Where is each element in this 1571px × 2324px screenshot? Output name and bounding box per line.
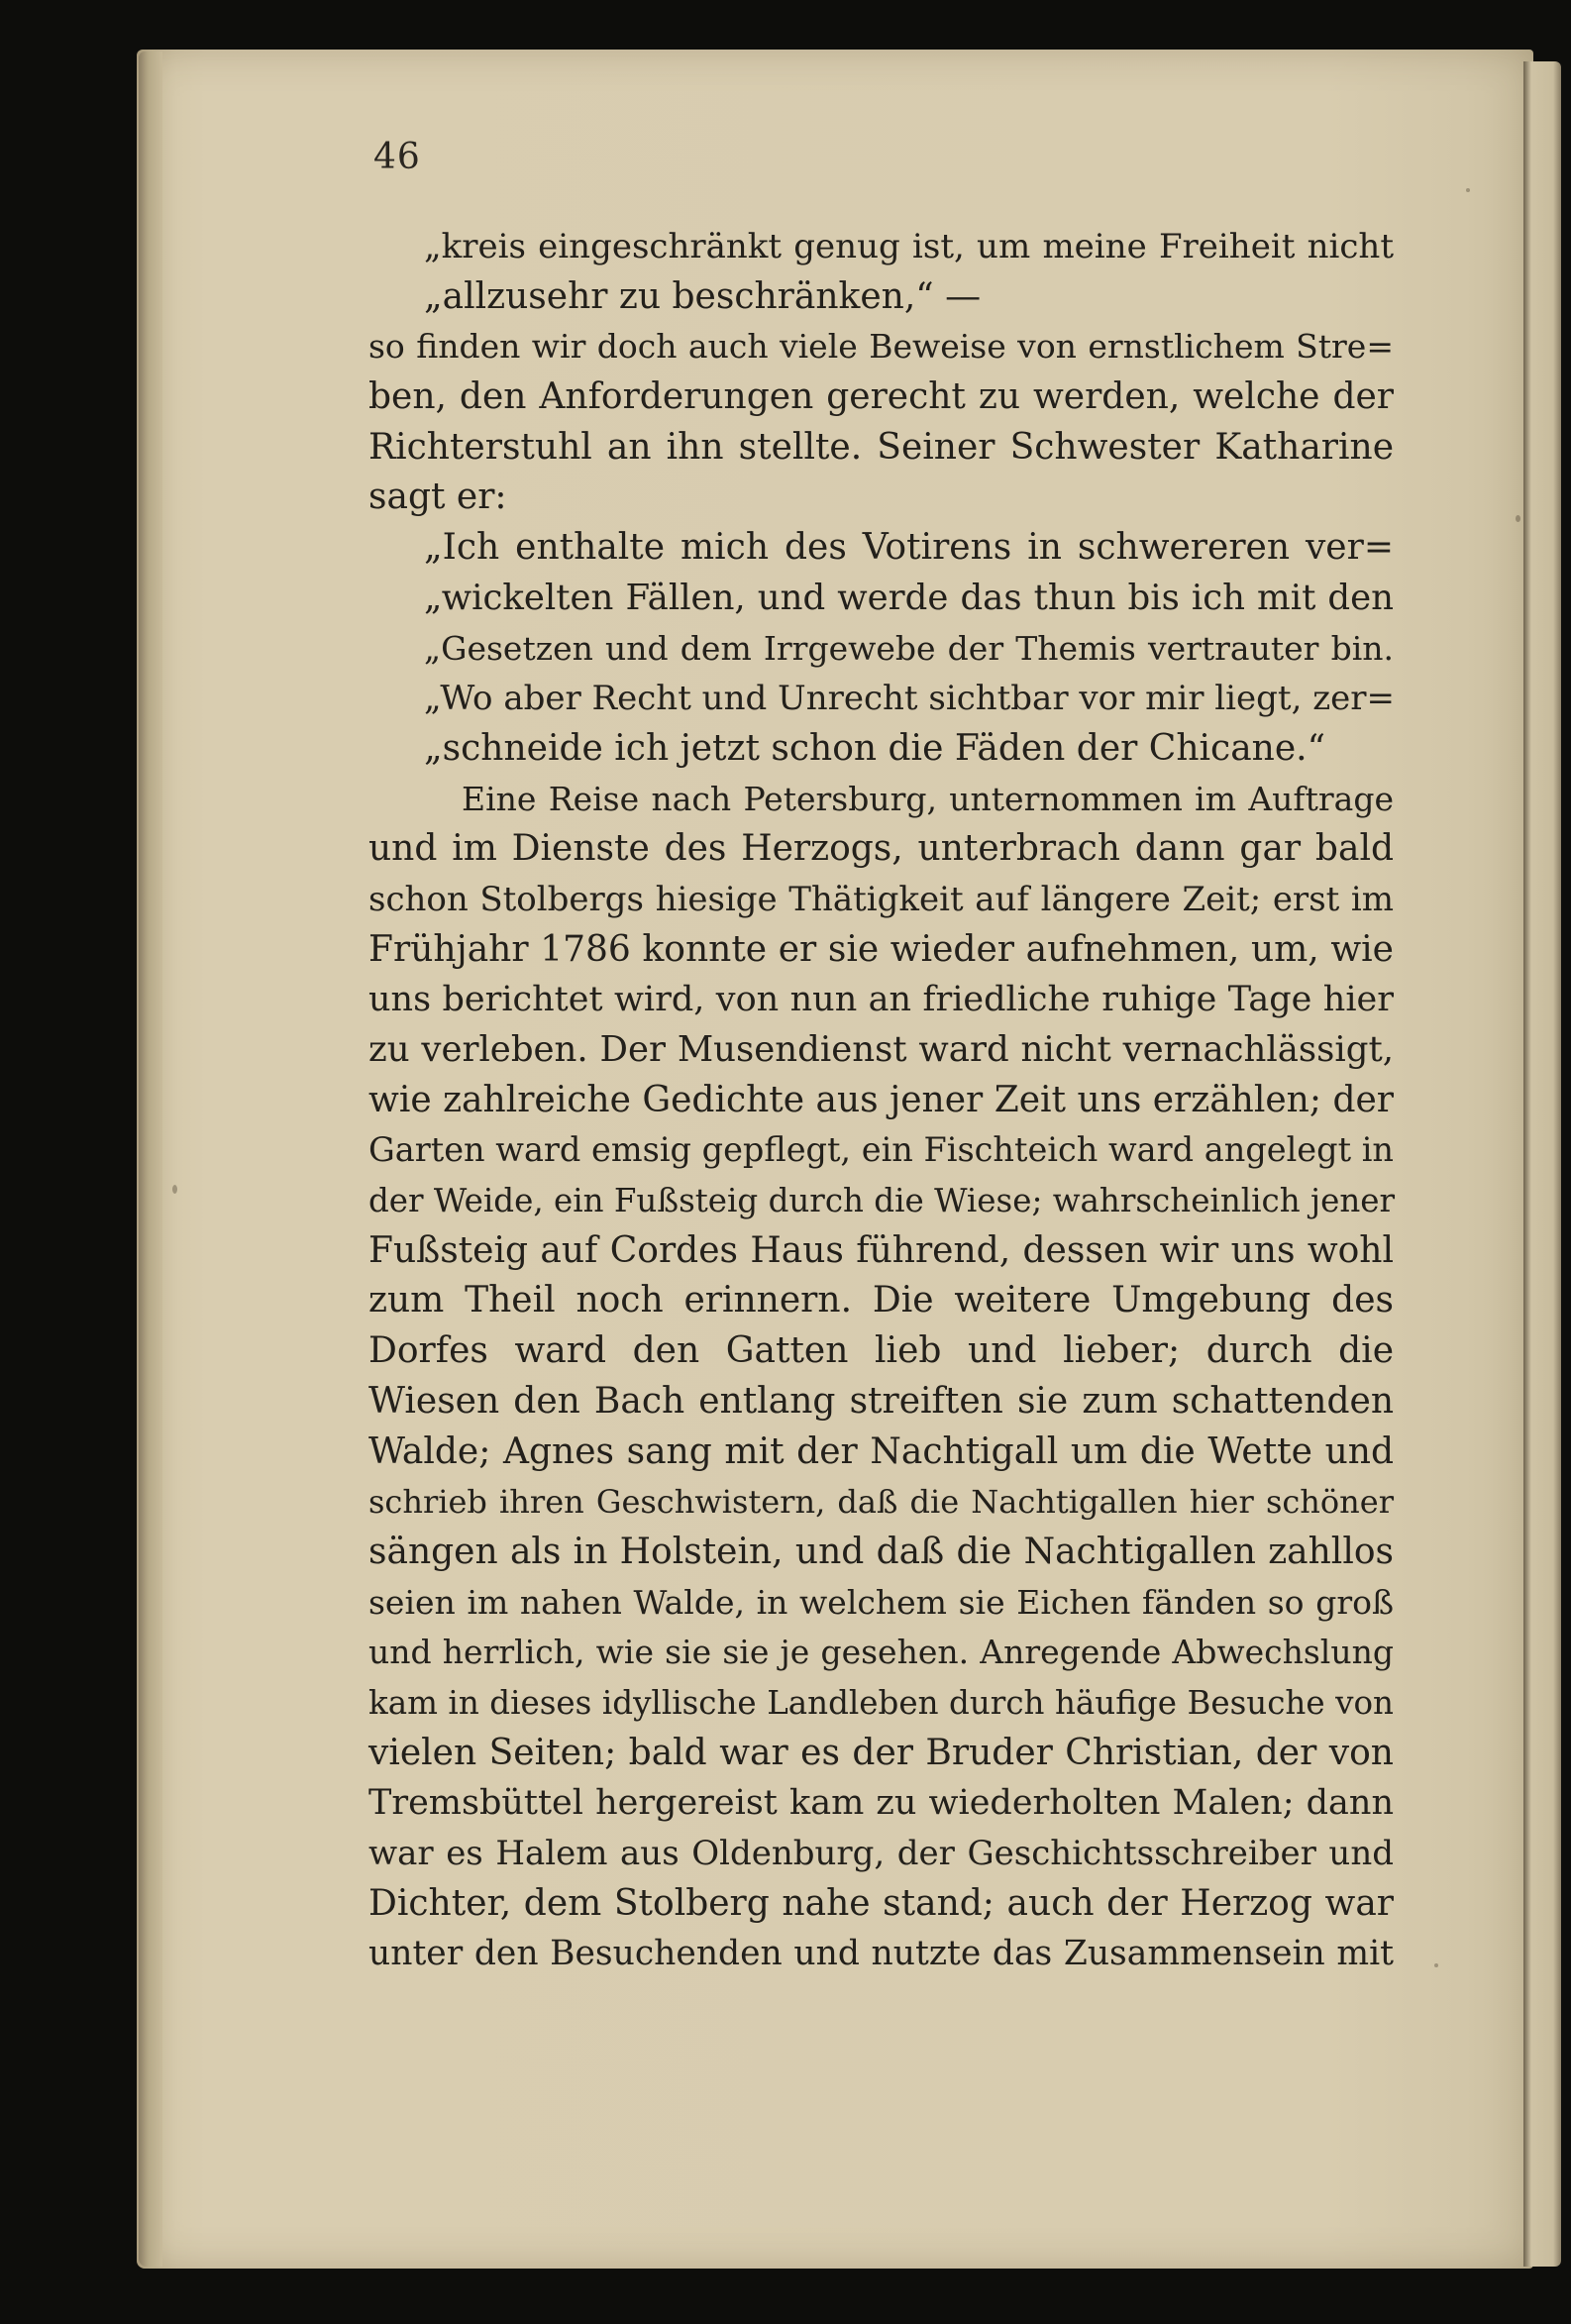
text-line: „Wo aber Recht und Unrecht sichtbar vor mir liegt, zer=	[424, 679, 1395, 719]
paper-speck	[1434, 1963, 1438, 1967]
text-line: kam in dieses idyllische Landleben durch häufige Besuche von	[368, 1683, 1394, 1722]
text-line: war es Halem aus Oldenburg, der Geschichtsschreiber und	[368, 1834, 1394, 1873]
text-line: Dorfes ward den Gatten lieb und lieber; durch die	[368, 1330, 1394, 1372]
text-line: ben, den Anforderungen gerecht zu werden, welche der	[368, 376, 1394, 418]
page-left-edge	[139, 52, 162, 2267]
text-line: unter den Besuchenden und nutzte das Zusammensein mit	[368, 1934, 1394, 1974]
text-line: Walde; Agnes sang mit der Nachtigall um die Wette und	[368, 1430, 1394, 1472]
text-line: zu verleben. Der Musendienst ward nicht vernachlässigt,	[368, 1029, 1394, 1070]
text-line: Frühjahr 1786 konnte er sie wieder aufnehmen, um, wie	[368, 928, 1394, 970]
page-right-edge	[1523, 61, 1561, 2267]
text-line: wie zahlreiche Gedichte aus jener Zeit uns erzählen; der	[368, 1079, 1394, 1120]
text-line: Tremsbüttel hergereist kam zu wiederholten Malen; dann	[368, 1783, 1394, 1824]
text-line: seien im nahen Walde, in welchem sie Eichen fänden so groß	[368, 1582, 1394, 1622]
text-line: Dichter, dem Stolberg nahe stand; auch der Herzog war	[368, 1882, 1394, 1924]
text-line: Fußsteig auf Cordes Haus führend, dessen wir uns wohl	[368, 1229, 1394, 1271]
text-line: „kreis eingeschränkt genug ist, um meine Freiheit nicht	[424, 227, 1394, 266]
text-line: uns berichtet wird, von nun an friedliche ruhige Tage hier	[368, 980, 1394, 1020]
text-line: zum Theil noch erinnern. Die weitere Umgebung des	[368, 1280, 1394, 1321]
page-number: 46	[373, 137, 421, 177]
paper-speck	[1516, 515, 1520, 522]
text-line: und im Dienste des Herzogs, unterbrach dann gar bald	[368, 828, 1394, 870]
text-line: „Ich enthalte mich des Votirens in schwereren ver=	[424, 527, 1394, 569]
text-line: Garten ward emsig gepflegt, ein Fischteich ward angelegt in	[368, 1130, 1394, 1170]
text-line: der Weide, ein Fußsteig durch die Wiese; wahrscheinlich jener	[368, 1182, 1396, 1220]
text-line: vielen Seiten; bald war es der Bruder Christian, der von	[368, 1732, 1394, 1773]
body-text	[368, 222, 1394, 1979]
text-line: „Gesetzen und dem Irrgewebe der Themis vertrauter bin.	[424, 628, 1394, 668]
text-line: und herrlich, wie sie sie je gesehen. Anregende Abwechslung	[368, 1633, 1394, 1672]
paper-speck	[1466, 188, 1470, 192]
text-line: schrieb ihren Geschwistern, daß die Nachtigallen hier schöner	[368, 1483, 1394, 1522]
text-line: „wickelten Fällen, und werde das thun bis ich mit den	[424, 577, 1394, 618]
text-line: schon Stolbergs hiesige Thätigkeit auf längere Zeit; erst im	[368, 879, 1394, 919]
text-line: so finden wir doch auch viele Beweise von ernstlichem Stre=	[368, 327, 1394, 367]
text-line: Richterstuhl an ihn stellte. Seiner Schwester Katharine	[368, 426, 1394, 468]
text-line: „schneide ich jetzt schon die Fäden der Chicane.“	[424, 727, 1326, 769]
text-line: sängen als in Holstein, und daß die Nachtigallen zahllos	[368, 1531, 1394, 1572]
paper-speck	[172, 1185, 177, 1194]
text-line: Eine Reise nach Petersburg, unternommen im Auftrage	[462, 779, 1394, 818]
text-line: sagt er:	[368, 476, 507, 518]
text-line: Wiesen den Bach entlang streiften sie zum schattenden	[368, 1380, 1394, 1422]
text-line: „allzusehr zu beschränken,“ —	[424, 275, 982, 317]
